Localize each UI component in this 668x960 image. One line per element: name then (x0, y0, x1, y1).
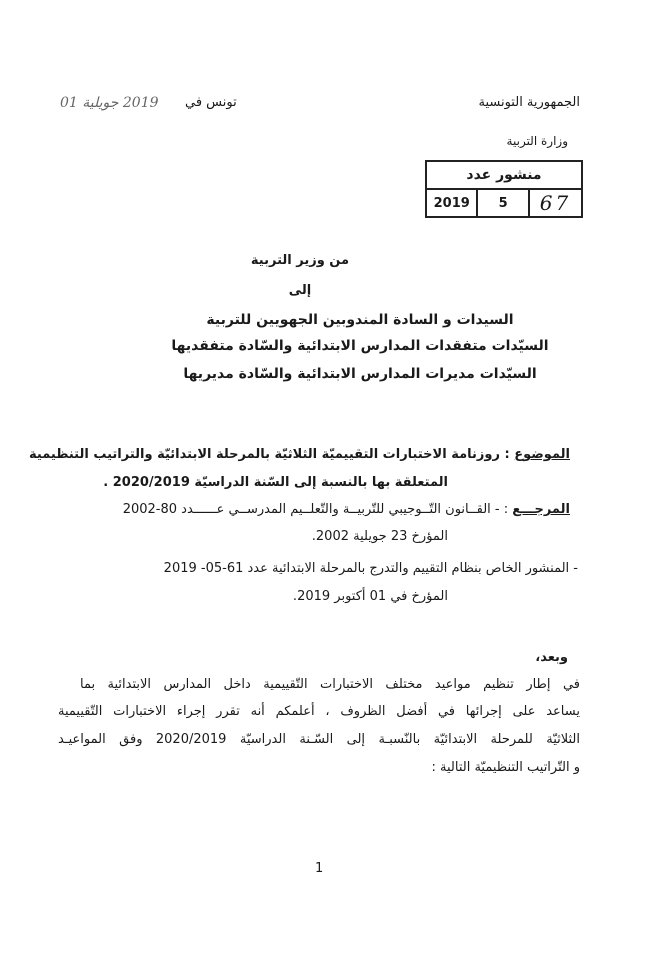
handwritten-date: 2019 جويلية 01 (60, 95, 159, 111)
body-line-1: في إطار تنظيم مواعيد مختلف الاختبارات التّقييمية داخل المدارس الابتدائية بما (80, 677, 580, 692)
place-label: تونس في (185, 95, 237, 110)
subject-label: الموضوع (514, 447, 570, 462)
reference-1-date: المؤرخ 23 جويلية 2002. (311, 529, 448, 544)
subject-text-1: : روزنامة الاختبارات التقييميّة الثلاثيّة بالمرحلة الابتدائيّة والتراتيب التنظيمية (29, 447, 510, 462)
recipient-3: السيّدات مديرات المدارس الابتدائية والسّادة مديريها (183, 366, 537, 382)
reference-2-text: - المنشور الخاص بنظام التقييم والتدرج بالمرحلة الابتدائية عدد 61-05- 2019 (163, 561, 578, 576)
circular-year: 2019 (426, 189, 477, 217)
reference-label: المرجـــع (512, 502, 570, 517)
subject-line-1 (29, 446, 570, 464)
reference-2-date: المؤرخ في 01 أكتوبر 2019. (292, 589, 448, 604)
from-line: من وزير التربية (250, 253, 350, 268)
recipient-2: السيّدات متفقدات المدارس الابتدائية والسّادة متفقديها (171, 338, 549, 354)
opening-word: وبعد، (535, 650, 568, 665)
body-line-4: و التّراتيب التنظيميّة التالية : (431, 760, 580, 775)
circular-number: 67 (529, 189, 582, 217)
to-line: إلى (288, 283, 312, 298)
republic-heading: الجمهورية التونسية (478, 95, 580, 110)
body-line-3: الثلاثيّة للمرحلة الابتدائيّة بالنّسبـة إلى السّـنة الدراسيّة 2020/2019 وفق المواعيـد (58, 732, 580, 747)
recipient-1: السيدات و السادة المندوبين الجهويين للتربية (206, 312, 514, 328)
reference-1-text: : - القــانون التّــوجيبي للتّربيــة والتّعلــيم المدرســي عــــــدد 80-2002 (122, 502, 509, 517)
ministry-label: وزارة التربية (506, 134, 568, 148)
circular-number-box (425, 160, 583, 218)
page-number: 1 (315, 861, 324, 876)
circular-box-title: منشور عدد (426, 161, 582, 189)
subject-line-2: المتعلقة بها بالنسبة إلى السّنة الدراسيّة 2020/2019 . (103, 475, 448, 490)
circular-series: 5 (477, 189, 528, 217)
reference-line-1 (50, 501, 570, 519)
body-line-2: يساعد على إجرائها في أفضل الظروف ، أعلمكم أنه تقرر إجراء الاختبارات التّقييمية (58, 704, 580, 719)
